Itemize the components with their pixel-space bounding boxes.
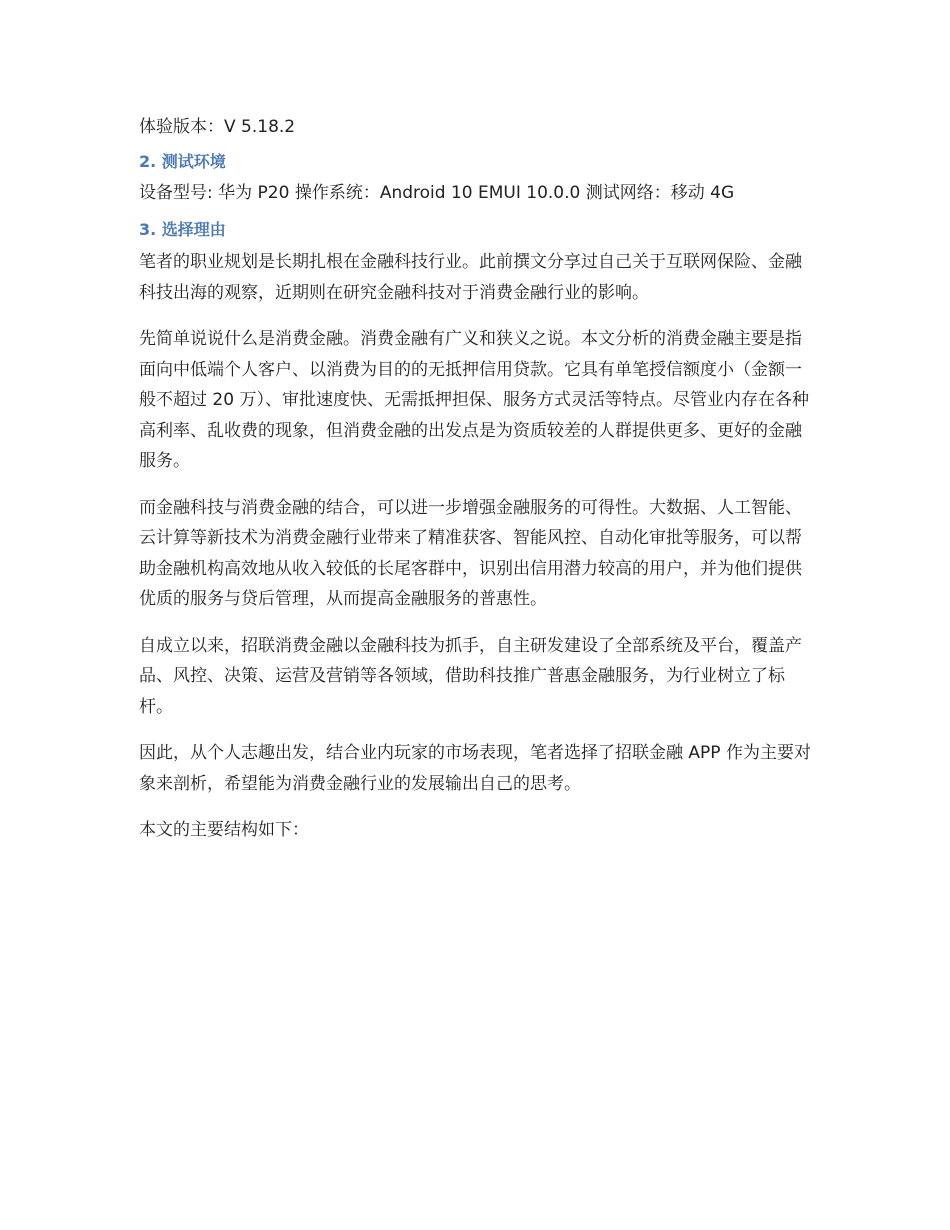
section-heading-selection-reason: 3. 选择理由: [139, 220, 226, 239]
test-environment-text: 设备型号: 华为 P20 操作系统：Android 10 EMUI 10.0.0 测试网络：移动 4G: [139, 183, 735, 203]
section-heading-test-environment: 2. 测试环境: [139, 152, 226, 171]
paragraph-career-plan: 笔者的职业规划是长期扎根在金融科技行业。此前撰文分享过自己关于互联网保险、金融科技出海的观察，近期则在研究金融科技对于消费金融行业的影响。: [139, 252, 802, 303]
paragraph-selection-conclusion: 因此，从个人志趣出发，结合业内玩家的市场表现，笔者选择了招联金融 APP 作为主要对象来剖析，希望能为消费金融行业的发展输出自己的思考。: [139, 743, 811, 794]
paragraph-structure-intro: 本文的主要结构如下：: [139, 820, 309, 840]
paragraph-fintech-combination: 而金融科技与消费金融的结合，可以进一步增强金融服务的可得性。大数据、人工智能、云计算等新技术为消费金融行业带来了精准获客、智能风控、自动化审批等服务，可以帮助金融机构高效地从收入较低的长尾客群中，识别出信用潜力较高的用户，并为他们提供优质的服务与贷后管理，从而提高金融服务的普惠性。: [139, 497, 802, 609]
paragraph-consumer-finance-definition: 先简单说说什么是消费金融。消费金融有广义和狭义之说。本文分析的消费金融主要是指面向中低端个人客户、以消费为目的的无抵押信用贷款。它具有单笔授信额度小（金额一般不超过 20 万）、审批速度快、无需抵押担保、服务方式灵活等特点。尽管业内存在各种高利率、乱收费的现象，但消费金融的出发点是为资质较差的人群提供更多、更好的金融服务。: [139, 329, 809, 471]
document-content: [139, 113, 811, 862]
paragraph-company-background: 自成立以来，招联消费金融以金融科技为抓手，自主研发建设了全部系统及平台，覆盖产品、风控、决策、运营及营销等各领域，借助科技推广普惠金融服务，为行业树立了标杆。: [139, 635, 802, 717]
version-line: 体验版本：V 5.18.2: [139, 117, 296, 137]
